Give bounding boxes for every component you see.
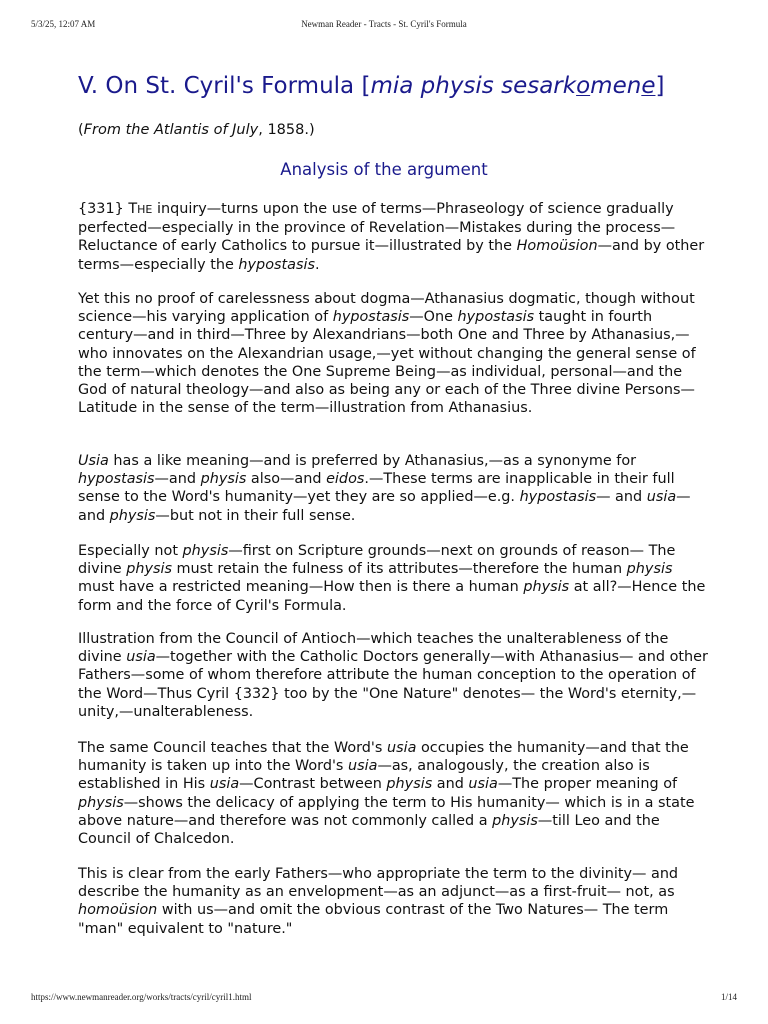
page-reference: {331} — [78, 201, 124, 217]
print-datetime: 5/3/25, 12:07 AM — [31, 19, 96, 29]
title-prefix: V. On St. Cyril's Formula [ — [78, 73, 371, 99]
print-page-count: 1/14 — [720, 992, 737, 1002]
paragraph-5: Illustration from the Council of Antioch—which teaches the unalterableness of the divine usia—together with the Catholic Doctors generally—with Athanasius— and other Fathers—some of whom therefore attribute the human conception to the operation of the Word—Thus Cyril {332} too by the "One Nature" denotes— the Word's eternity,—unity,—unalterableness. — [78, 631, 708, 720]
title-greek-term: mia physis sesarkomene — [370, 73, 656, 99]
paragraph-3: Usia has a like meaning—and is preferred by Athanasius,—as a synonyme for hypostasis—and physis also—and eidos.—These terms are inapplicable in their full sense to the Word's humanity—yet they are so applied—e.g. hypostasis— and usia—and physis—but not in their full sense. — [78, 453, 691, 524]
paragraph-1: {331} THE inquiry—turns upon the use of terms—Phraseology of science gradually perfected—especially in the province of Revelation—Mistakes during the process—Reluctance of early Catholics to pursue it—illustrated by the Homoüsion—and by other terms—especially the hypostasis. — [78, 201, 705, 273]
paragraph-4: Especially not physis—first on Scripture grounds—next on grounds of reason— The divine physis must retain the fulness of its attributes—therefore the human physis must have a restricted meaning—How then is there a human physis at all?—Hence the form and the force of Cyril's Formula. — [78, 543, 706, 614]
page-title — [78, 73, 664, 99]
print-url: https://www.newmanreader.org/works/tracts/cyril/cyril1.html — [31, 992, 252, 1002]
paragraph-7: This is clear from the early Fathers—who appropriate the term to the divinity— and describe the humanity as an envelopment—as an adjunct—as a first-fruit— not, as homoüsion with us—and omit the obvious contrast of the Two Natures— The term "man" equivalent to "nature." — [78, 866, 679, 937]
paragraph-6: The same Council teaches that the Word's usia occupies the humanity—and that the humanity is taken up into the Word's usia—as, analogously, the creation also is established in His usia—Contrast between physis and usia—The proper meaning of physis—shows the delicacy of applying the term to His humanity— which is in a state above nature—and therefore was not commonly called a physis—till Leo and the Council of Chalcedon. — [78, 740, 695, 848]
paragraph-2: Yet this no proof of carelessness about dogma—Athanasius dogmatic, though without science—his varying application of hypostasis—One hypostasis taught in fourth century—and in third—Three by Alexandrians—both One and Three by Athanasius,—who innovates on the Alexandrian usage,—yet without changing the general sense of the term—which denotes the One Supreme Being—as individual, personal—and the God of natural theology—and also as being any or each of the Three divine Persons—Latitude in the sense of the term—illustration from Athanasius. — [78, 291, 696, 417]
title-suffix: ] — [655, 73, 665, 99]
section-heading: Analysis of the argument — [280, 160, 488, 179]
print-page-title: Newman Reader - Tracts - St. Cyril's Formula — [301, 19, 467, 29]
source-note: (From the Atlantis of July, 1858.) — [78, 122, 315, 138]
